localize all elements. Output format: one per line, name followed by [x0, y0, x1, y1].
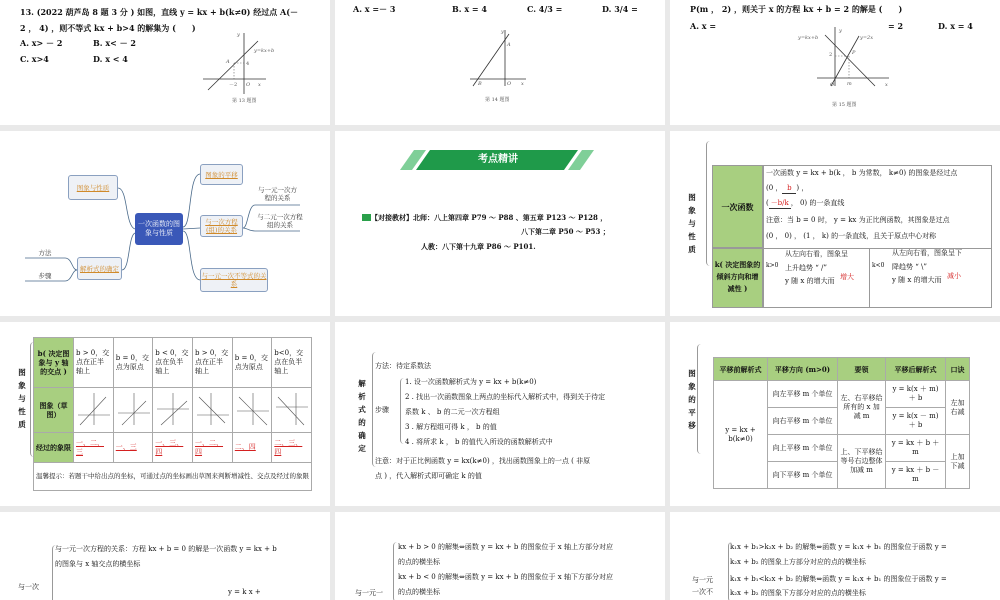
kpos-line3: y 随 x 的增大而	[785, 277, 835, 285]
brace	[393, 542, 397, 600]
ineq-line4: 的点的横坐标	[398, 588, 440, 596]
direction: 向下平移 m 个单位	[768, 462, 838, 489]
eq-line1: 与一元一次方程的关系：方程 kx + b = 0 的解是一次函数 y = kx + b	[55, 545, 277, 553]
before-expression: y = kx + b(k≠0)	[714, 381, 768, 489]
hint-text: 温馨提示：若题干中给出点的坐标，可通过点的坐标画出草图来判断增减性、交点及经过的象限	[34, 463, 312, 491]
q15-fn2-label: y=2x	[860, 35, 874, 41]
side-label: 图象的平移	[688, 369, 696, 430]
b-cell: b > 0，交点在正半轴上	[74, 338, 114, 388]
q13-m2-label: －2	[229, 82, 238, 88]
q15-o-label: O	[830, 82, 835, 88]
q15-y-label: y	[839, 28, 842, 34]
c1-line3b: ， 0) 的一条直线	[790, 199, 845, 207]
slide-thumbnail-q13[interactable]	[0, 0, 330, 125]
header-sketch: 图象（草图）	[34, 388, 74, 433]
rhyme: 左加右减	[946, 381, 970, 435]
sketch-cell	[153, 388, 193, 433]
q14-o-label: O	[507, 81, 512, 87]
sketch-cell	[74, 388, 114, 433]
sketch-graph-6	[274, 391, 308, 427]
header: 口诀	[946, 358, 970, 381]
b-cell: b = 0，交点为原点	[232, 338, 272, 388]
slide-thumbnail-equation-relation[interactable]	[0, 512, 330, 600]
note-line2: 点 ) ，代入解析式即可确定 k 的值	[375, 472, 482, 480]
header-b: b( 决定图象与 y 轴的交点 )	[34, 338, 74, 388]
after-expression: y = kx ＋ b ＋ m	[886, 435, 946, 462]
b-cell: b > 0，交点在正半轴上	[193, 338, 233, 388]
q13-option-d: D. x < 4	[93, 54, 128, 64]
q14-option-a: A. x =－ 3	[353, 4, 396, 14]
slide-thumbnail-properties[interactable]	[670, 131, 1000, 316]
q15-2-label: 2	[829, 52, 833, 58]
header: 平移前解析式	[714, 358, 768, 381]
c1-line2	[766, 183, 808, 194]
q13-option-c: C. x>4	[20, 54, 49, 64]
q13-x-label: x	[258, 82, 261, 88]
b-cell: b < 0，交点在负半轴上	[153, 338, 193, 388]
sketch-cell	[113, 388, 153, 433]
step-2b: 系数 k 、 b 的二元一次方程组	[405, 408, 500, 416]
header-quadrants: 经过的象限	[34, 433, 74, 463]
step-2a: 2 . 找出一次函数图象上两点的坐标代入解析式中，得到关于待定	[405, 393, 606, 401]
kpos-line1: 从左向右看，图象呈	[785, 250, 848, 258]
q14-option-d: D. 3/4 =	[602, 4, 638, 14]
ineq2-line1: k₁x + b₁>k₂x + b₂ 的解集⇔函数 y = k₁x + b₁ 的图象位于函数 y =	[730, 543, 947, 551]
slide-thumbnail-inequality-relation[interactable]	[335, 512, 665, 600]
side-label: 与一次	[18, 583, 39, 591]
kpos-answer: 增大	[840, 273, 854, 281]
side-label: 图象与性质	[688, 193, 696, 254]
quadrant-answer: 一、二、四	[193, 433, 233, 463]
q13-a-label: A	[226, 59, 230, 65]
q14-option-b: B. x = 4	[452, 4, 487, 14]
q15-line1: P(m ， 2) ，则关于 x 的方程 kx + b = 2 的解是 ( )	[690, 4, 903, 14]
q13-option-a: A. x> － 2	[20, 38, 63, 48]
tip: 左、右平移给所有的 x 加减 m	[838, 381, 886, 435]
quadrant-answer: 一、二、三	[74, 433, 114, 463]
after-expression: y = k(x ＋ m) ＋ b	[886, 381, 946, 408]
mindmap-node-expression[interactable]: 解析式的确定	[77, 257, 122, 280]
sketch-cell	[232, 388, 272, 433]
mindmap-label-system-eq: 与二元一次方程组的关系	[257, 213, 303, 229]
step-1: 1. 设一次函数解析式为 y = kx + b(k≠0)	[405, 378, 537, 386]
ineq-line1: kx + b > 0 的解集⇔函数 y = kx + b 的图象位于 x 轴上方部分对应	[398, 543, 613, 551]
divider	[869, 248, 870, 308]
mindmap-label-steps: 步骤	[38, 272, 52, 280]
step-4: 4 . 将所求 k ， b 的值代入所设的函数解析式中	[405, 438, 553, 446]
c1-line2a: (0 ，	[766, 184, 783, 192]
c1-line5: (0 ， 0) ， (1 ， k) 的一条直线，且关于原点中心对称	[766, 232, 937, 240]
q15-option-d: D. x = 4	[938, 21, 973, 31]
sketch-cell	[193, 388, 233, 433]
c1-line3a: (	[766, 199, 769, 207]
q14-a-label: A	[507, 42, 511, 48]
side-label: 解析式的确定	[358, 379, 366, 453]
header: 平移方向 (m>0)	[768, 358, 838, 381]
translation-table	[713, 357, 970, 489]
after-expression: y = k(x － m) ＋ b	[886, 408, 946, 435]
slide-thumbnail-mindmap[interactable]	[0, 131, 330, 316]
answer-blank-b: b	[782, 183, 796, 194]
mindmap-node-image-properties[interactable]: 图象与性质	[68, 175, 118, 200]
quadrant-answer: 一、三	[113, 433, 153, 463]
side-label: 与一元一	[355, 589, 383, 597]
slide-thumbnail-translation[interactable]	[670, 322, 1000, 506]
textbook-line3: 人教：八下第十九章 P86 ～ P101.	[421, 242, 536, 251]
side-label-2: 一次不	[692, 588, 713, 596]
q15-fn1-label: y=kx+b	[798, 35, 819, 41]
c1-line3	[766, 198, 844, 209]
note-line1: 注意：对于正比例函数 y = kx(k≠0) ，找出函数图象上的一点 ( 非原	[375, 457, 591, 465]
method-text: 方法：待定系数法	[375, 362, 431, 370]
direction: 向右平移 m 个单位	[768, 408, 838, 435]
mindmap-center-node[interactable]: 一次函数的图象与性质	[135, 213, 183, 245]
step-3: 3 . 解方程组可得 k ， b 的值	[405, 423, 497, 431]
c1-line4: 注意：当 b = 0 时， y = kx 为正比例函数，其图象是过点	[766, 216, 950, 224]
ineq2-line2: k₂x + b₂ 的图象上方部分对应的点的横坐标	[730, 558, 866, 566]
k-positive: k>0	[766, 262, 779, 269]
q13-4-label: 4	[246, 61, 250, 67]
mindmap-label-linear-eq: 与一元一次方程的关系	[258, 186, 297, 202]
slide-thumbnail-kaodian[interactable]	[335, 131, 665, 316]
kneg-line3: y 随 x 的增大而	[892, 276, 942, 284]
tip: 上、下平移给等号右边整体加减 m	[838, 435, 886, 489]
textbook-line1: 【对接教材】北师：八上第四章 P79 ～ P88 、第五章 P123 ～ P128 ，	[371, 213, 608, 222]
header: 要领	[838, 358, 886, 381]
kneg-line2: 降趋势 “ \”	[892, 263, 927, 271]
q15-p-label: P	[852, 50, 856, 56]
q14-x-label: x	[521, 81, 524, 87]
slide-thumbnail-q15[interactable]	[670, 0, 1000, 125]
brace	[697, 344, 702, 454]
sketch-graph-1	[76, 391, 110, 427]
quadrant-answer: 二、四	[232, 433, 272, 463]
k-negative: k<0	[872, 262, 885, 269]
direction: 向左平移 m 个单位	[768, 381, 838, 408]
mindmap-node-inequality-relation[interactable]: 与一元一次不等式的关系	[200, 268, 268, 292]
q15-m-label: m	[847, 81, 852, 87]
rhyme: 上加下减	[946, 435, 970, 489]
b-table	[33, 337, 312, 491]
header-linear-function: 一次函数	[721, 202, 754, 212]
ineq2-line3: k₁x + b₁<k₂x + b₂ 的解集⇔函数 y = k₁x + b₁ 的图象位于函数 y =	[730, 575, 947, 583]
sketch-graph-4	[195, 391, 229, 427]
b-cell: b = 0，交点为原点	[113, 338, 153, 388]
kneg-answer: 减小	[947, 272, 961, 280]
quadrant-answer: 一、三、四	[153, 433, 193, 463]
mindmap-node-translation[interactable]: 图象的平移	[200, 164, 243, 185]
quadrant-answer: 二、三、四	[272, 433, 312, 463]
q15-caption: 第 15 题图	[832, 102, 857, 108]
q15-option-a: A. x =	[690, 21, 717, 31]
q13-line2: 2 ， 4) ，则不等式 kx + b>4 的解集为 ( )	[20, 23, 196, 33]
sketch-graph-5	[235, 391, 269, 427]
q13-caption: 第 13 题图	[232, 98, 257, 104]
mindmap-label-method: 方法	[38, 249, 52, 257]
q15-x-label: x	[885, 82, 888, 88]
mindmap-node-equation-relation[interactable]: 与一次方程(组)的关系	[200, 215, 243, 237]
side-label: 图象与性质	[18, 368, 26, 429]
b-cell: b<0，交点在负半轴上	[272, 338, 312, 388]
slide-thumbnail-inequality-two-functions[interactable]	[670, 512, 1000, 600]
steps-brace	[400, 378, 404, 444]
slide-thumbnail-b-table[interactable]	[0, 322, 330, 506]
answer-blank-intercept: －b/k	[770, 199, 789, 207]
header-k: k( 决定图象的倾斜方向和增减性 )	[714, 260, 761, 293]
sketch-graph-3	[155, 391, 189, 427]
c1-line2b: ) ，	[796, 184, 809, 192]
q15-option-c: = 2	[888, 21, 904, 31]
q14-b-label: B	[478, 81, 482, 87]
ineq2-line4: k₂x + b₂ 的图象下方部分对应的点的横坐标	[730, 589, 866, 597]
kneg-line1: 从左向右看，图象呈下	[892, 249, 962, 257]
eq-line2: 的图象与 x 轴交点的横坐标	[55, 560, 141, 568]
ineq-line3: kx + b < 0 的解集⇔函数 y = kx + b 的图象位于 x 轴下方部分对应	[398, 573, 613, 581]
header: 平移后解析式	[886, 358, 946, 381]
book-icon	[362, 214, 371, 221]
q13-y-label: y	[237, 32, 240, 38]
after-expression: y = kx ＋ b － m	[886, 462, 946, 489]
section-banner-title: 考点精讲	[478, 154, 518, 165]
ineq-line2: 的点的横坐标	[398, 558, 440, 566]
slide-thumbnail-expression[interactable]	[335, 322, 665, 506]
direction: 向上平移 m 个单位	[768, 435, 838, 462]
q14-y-label: y	[501, 29, 504, 35]
q13-option-b: B. x< － 2	[93, 38, 136, 48]
q13-graph	[200, 30, 280, 95]
q14-caption: 第 14 题图	[485, 97, 510, 103]
eq-line3: y = k x +	[228, 588, 261, 596]
textbook-line2: 八下第二章 P50 ～ P53 ；	[521, 227, 610, 236]
sketch-graph-2	[116, 391, 150, 427]
q13-o-label: O	[246, 82, 251, 88]
slide-thumbnail-q14[interactable]	[335, 0, 665, 125]
kpos-line2: 上升趋势 “ /”	[785, 264, 827, 272]
c1-line1: 一次函数 y = kx + b(k ， b 为常数， k≠0) 的图象是经过点	[766, 169, 958, 177]
q13-fn-label: y=kx+b	[254, 48, 275, 54]
side-label-1: 与一元	[692, 576, 713, 584]
q13-line1: 13. (2022 葫芦岛 8 题 3 分 ) 如图，直线 y = kx + b(k≠0) 经过点 A(－	[20, 7, 298, 17]
q14-option-c: C. 4/3 =	[527, 4, 563, 14]
steps-label: 步骤	[375, 406, 389, 414]
brace	[706, 141, 711, 266]
sketch-cell	[272, 388, 312, 433]
